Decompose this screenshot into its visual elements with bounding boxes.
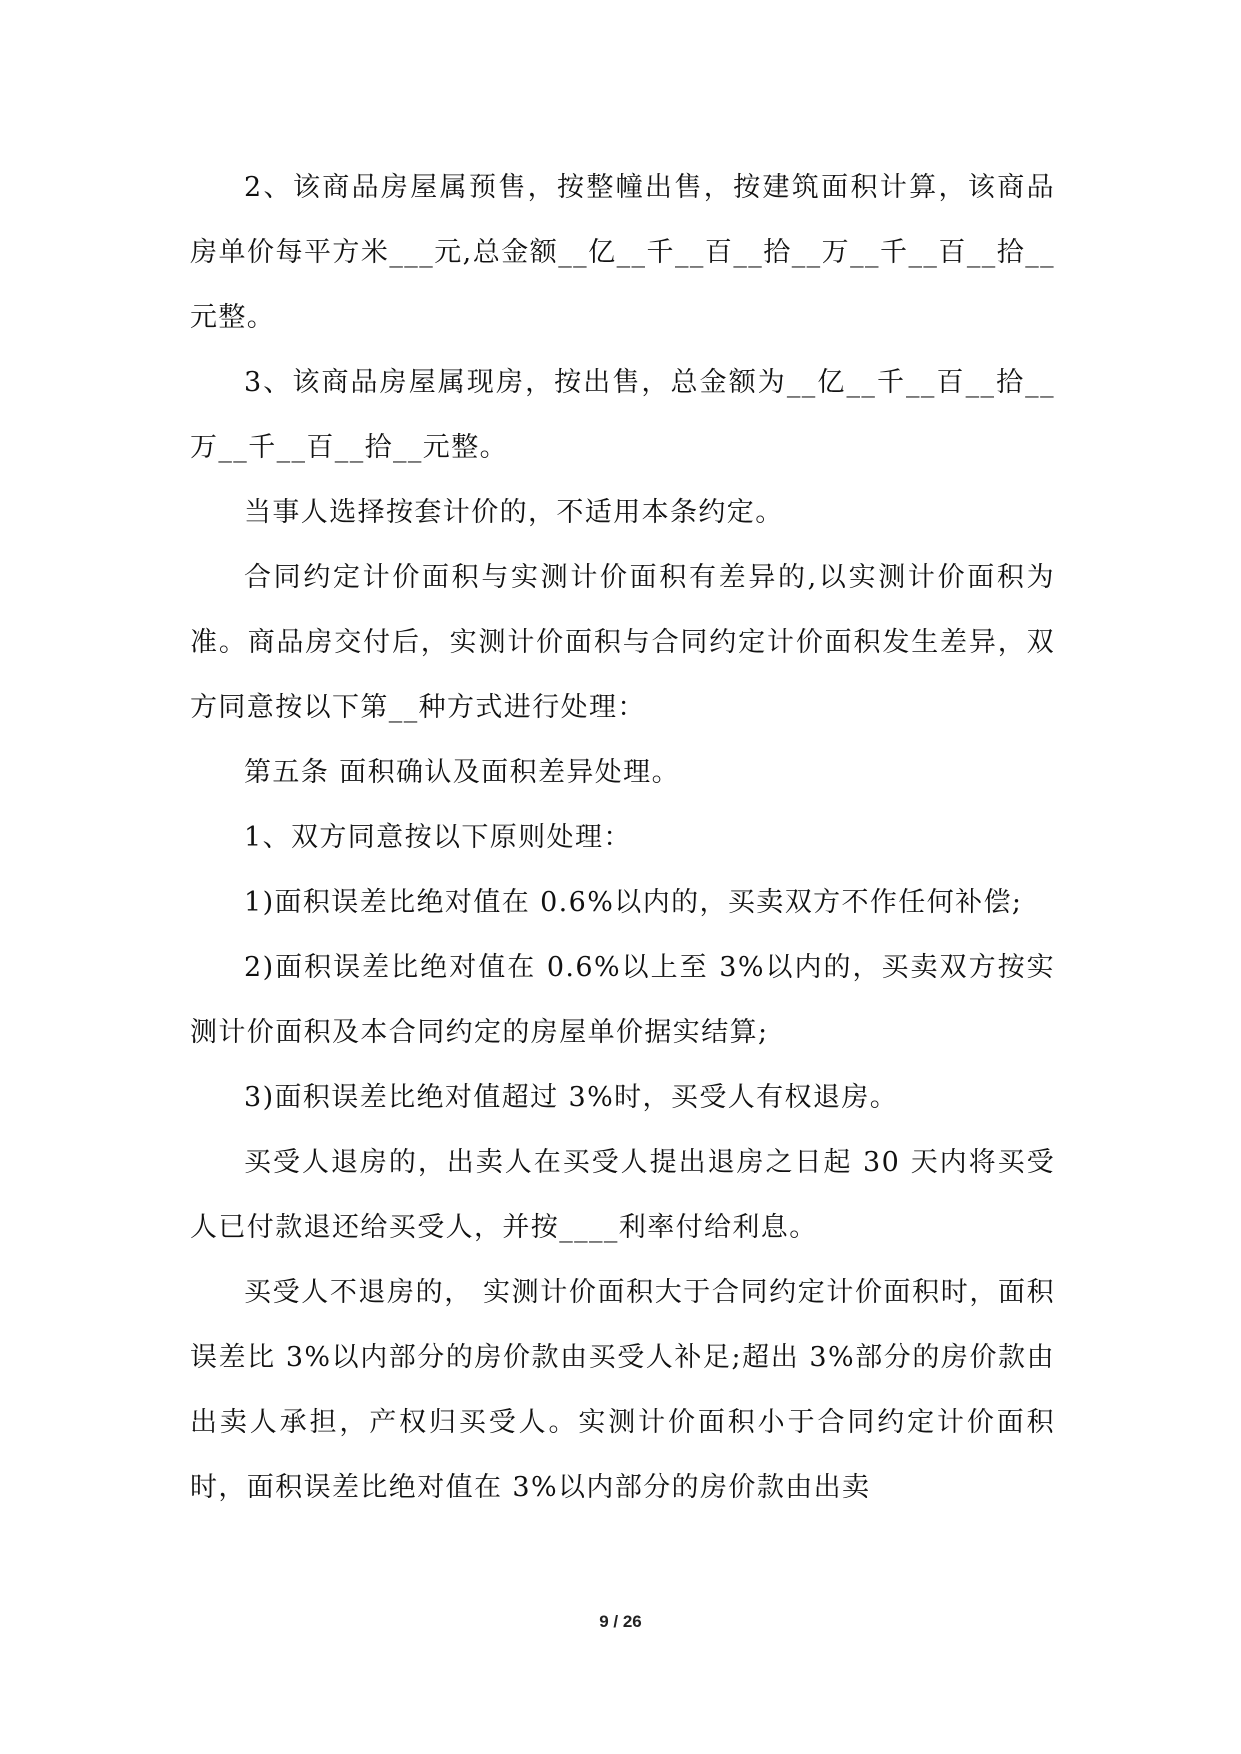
paragraph-existing-house-price: 3、该商品房屋属现房，按出售，总金额为__亿__千__百__拾__万__千__百__拾__元整。 [190,367,1055,463]
paragraph-presale-price: 2、该商品房屋属预售，按整幢出售，按建筑面积计算，该商品房单价每平方米___元,总金额__亿__千__百__拾__万__千__百__拾__元整。 [190,172,1055,333]
page-number: 9 / 26 [599,1612,642,1631]
paragraph-no-refund: 买受人不退房的， 实测计价面积大于合同约定计价面积时，面积误差比 3%以内部分的房价款由买受人补足;超出 3%部分的房价款由出卖人承担，产权归买受人。实测计价面积小于合同约定计价面积时，面积误差比绝对值在 3%以内部分的房价款由出卖 [190,1277,1055,1503]
paragraph-principles: 1、双方同意按以下原则处理： [244,822,632,853]
paragraph-rule-3: 3)面积误差比绝对值超过 3%时，买受人有权退房。 [244,1082,899,1113]
paragraph-per-unit-note: 当事人选择按套计价的，不适用本条约定。 [244,497,784,528]
article-five-heading: 第五条 面积确认及面积差异处理。 [244,757,680,788]
document-body [190,155,1055,1520]
paragraph-rule-1: 1)面积误差比绝对值在 0.6%以内的，买卖双方不作任何补偿; [244,887,1023,918]
paragraph-area-difference: 合同约定计价面积与实测计价面积有差异的,以实测计价面积为准。商品房交付后，实测计价面积与合同约定计价面积发生差异，双方同意按以下第__种方式进行处理： [190,562,1055,723]
paragraph-refund: 买受人退房的，出卖人在买受人提出退房之日起 30 天内将买受人已付款退还给买受人，并按____利率付给利息。 [190,1147,1055,1243]
paragraph-rule-2: 2)面积误差比绝对值在 0.6%以上至 3%以内的，买卖双方按实测计价面积及本合同约定的房屋单价据实结算; [190,952,1055,1048]
